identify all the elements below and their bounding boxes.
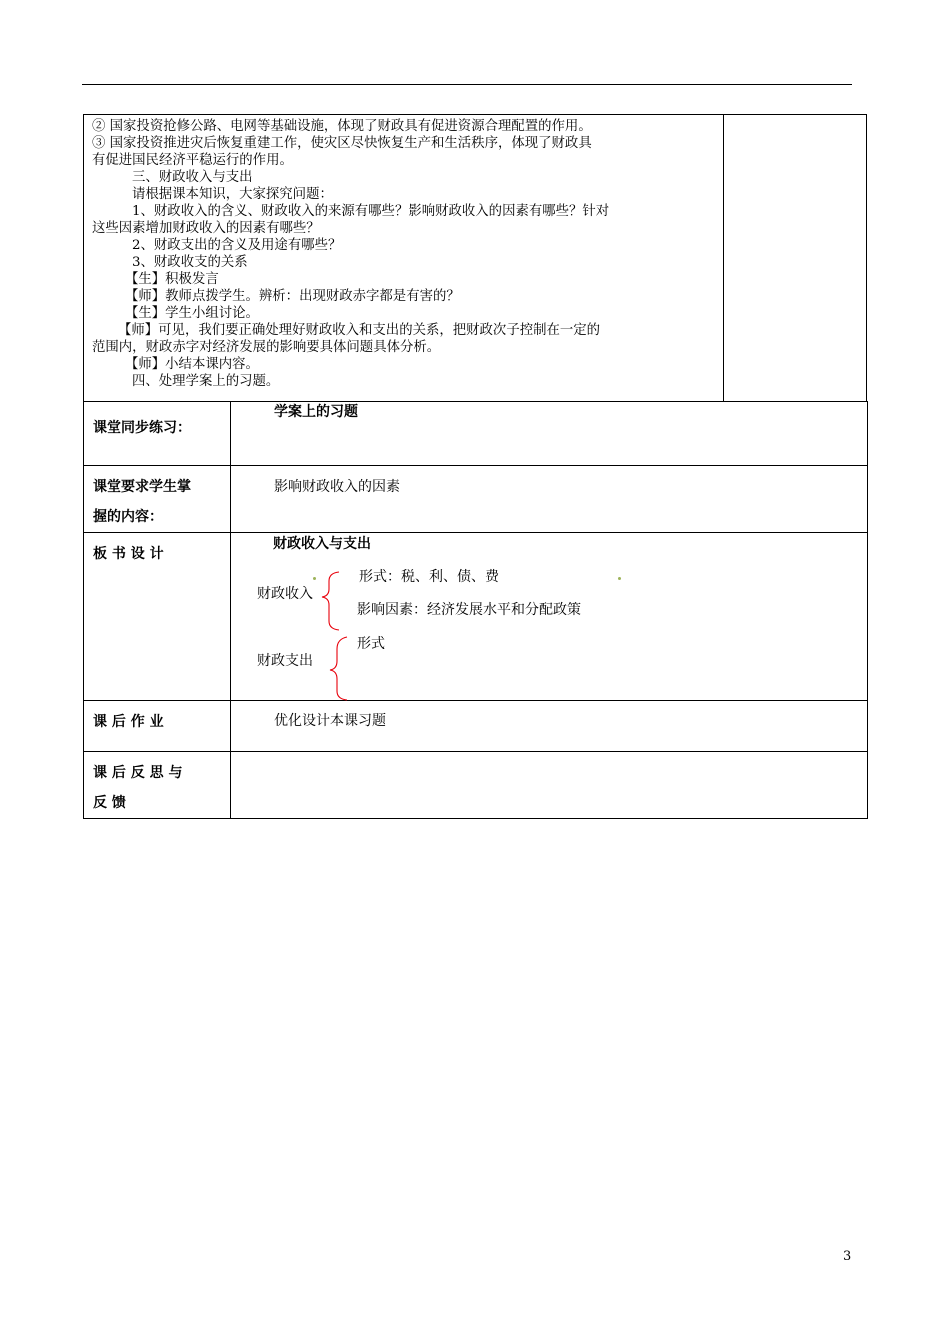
row-label-mastery [84, 466, 231, 533]
row-content-homework [231, 701, 868, 752]
row-label-text: 课 后 反 思 与 [93, 765, 183, 781]
table-row [84, 533, 868, 701]
question-line: 3、财政收支的关系 [132, 255, 248, 270]
column-divider [723, 115, 724, 401]
text-line: ② 国家投资抢修公路、电网等基础设施，体现了财政具有促进资源合理配置的作用。 [92, 119, 592, 134]
row-content-practice [231, 402, 868, 466]
text-line: 范围内，财政赤字对经济发展的影响要具体问题具体分析。 [92, 340, 441, 355]
table-row [84, 752, 868, 819]
lesson-table [83, 401, 868, 819]
brace-shapes [317, 569, 357, 701]
row-label-text: 反 馈 [93, 795, 126, 811]
section-heading: 四、处理学案上的习题。 [132, 374, 280, 389]
income-brace [322, 572, 339, 630]
row-content-reflection [231, 752, 868, 819]
marker-dot [618, 577, 621, 580]
row-label-text: 握的内容： [93, 509, 163, 525]
text-line: 【生】积极发言 [125, 272, 219, 287]
table-row [84, 701, 868, 752]
row-label-reflection [84, 752, 231, 819]
row-label-text: 课堂要求学生掌 [93, 479, 191, 495]
board-title: 财政收入与支出 [273, 536, 371, 552]
homework-content: 优化设计本课习题 [274, 713, 386, 729]
row-label-text: 板 书 设 计 [93, 546, 164, 562]
text-line: 请根据课本知识，大家探究问题： [132, 187, 333, 202]
row-label-board [84, 533, 231, 701]
lesson-process-text [92, 118, 720, 390]
income-factor: 影响因素：经济发展水平和分配政策 [357, 602, 581, 618]
lesson-process-cell [83, 114, 867, 401]
text-line: ③ 国家投资推进灾后恢复重建工作，使灾区尽快恢复生产和生活秩序，体现了财政具 [92, 136, 592, 151]
marker-dot [313, 577, 316, 580]
row-label-practice [84, 402, 231, 466]
practice-content: 学案上的习题 [274, 404, 358, 420]
row-label-text: 课堂同步练习： [93, 420, 191, 436]
question-line: 2、财政支出的含义及用途有哪些？ [132, 238, 342, 253]
page-number: 3 [843, 1249, 852, 1264]
text-line: 【师】教师点拨学生。辨析：出现财政赤字都是有害的？ [125, 289, 460, 304]
mastery-content: 影响财政收入的因素 [274, 479, 400, 495]
expense-label: 财政支出 [257, 653, 313, 669]
expense-form: 形式 [357, 636, 385, 652]
row-content-board [231, 533, 868, 701]
question-line: 1、财政收入的含义、财政收入的来源有哪些？影响财政收入的因素有哪些？针对 [132, 204, 610, 219]
table-row [84, 402, 868, 466]
text-line: 有促进国民经济平稳运行的作用。 [92, 153, 293, 168]
row-label-homework [84, 701, 231, 752]
row-label-text: 课 后 作 业 [93, 714, 164, 730]
table-row [84, 466, 868, 533]
income-form: 形式：税、利、债、费 [359, 569, 499, 585]
expense-brace [330, 637, 347, 700]
blackboard-design [231, 533, 867, 700]
header-rule [82, 84, 852, 85]
row-content-mastery [231, 466, 868, 533]
question-line: 这些因素增加财政收入的因素有哪些？ [92, 221, 320, 236]
section-heading: 三、财政收入与支出 [132, 170, 253, 185]
text-line: 【师】可见，我们要正确处理好财政收入和支出的关系，把财政次子控制在一定的 [118, 323, 601, 338]
text-line: 【师】小结本课内容。 [125, 357, 259, 372]
text-line: 【生】学生小组讨论。 [125, 306, 259, 321]
income-label: 财政收入 [257, 586, 313, 602]
